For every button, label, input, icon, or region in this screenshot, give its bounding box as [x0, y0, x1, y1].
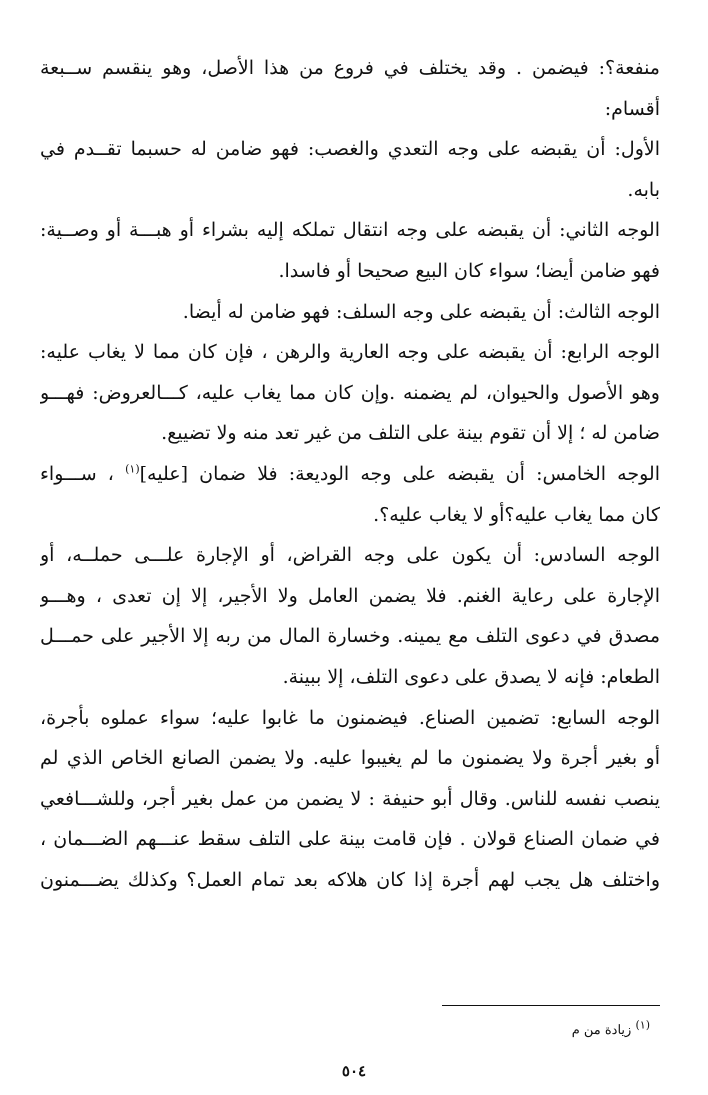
footnote-divider — [442, 1005, 660, 1006]
text-line: منفعة؟: فيضمن . وقد يختلف في فروع من هذا الأصل، وهو ينقسم ســبعة — [40, 57, 660, 79]
text-line: مصدق في دعوى التلف مع يمينه. وخسارة المال من ربه إلا الأجير على حمـــل — [40, 625, 660, 648]
text-line: بابه. — [627, 178, 660, 201]
text-line: أقسام: — [604, 97, 660, 120]
text-line: الوجه الثالث: أن يقبضه على وجه السلف: فهو ضامن له أيضا. — [182, 300, 660, 323]
text-line: كان مما يغاب عليه؟أو لا يغاب عليه؟. — [373, 503, 660, 526]
text-line: ضامن له ؛ إلا أن تقوم بينة على التلف من غير تعد منه ولا تضييع. — [161, 422, 660, 445]
text-line: الوجه السابع: تضمين الصناع. فيضمنون ما غابوا عليه؛ سواء عملوه بأجرة، — [40, 706, 660, 729]
text-line: واختلف هل يجب لهم أجرة إذا كان هلاكه بعد تمام العمل؟ وكذلك يضـــمنون — [40, 868, 660, 891]
footnote-marker: (١) — [635, 1018, 650, 1032]
body-text — [40, 48, 660, 900]
text-line: الإجارة على رعاية الغنم. فلا يضمن العامل ولا الأجير، إلا إن تعدى ، وهـــو — [40, 584, 660, 607]
footnote-text: زيادة من م — [571, 1023, 632, 1038]
footnote — [571, 1018, 650, 1040]
text-line: الوجه الرابع: أن يقبضه على وجه العارية والرهن ، فإن كان مما لا يغاب عليه: — [40, 341, 660, 364]
text-line: ينصب نفسه للناس. وقال أبو حنيفة : لا يضمن من عمل بغير أجر، وللشـــافعي — [40, 787, 660, 810]
text-line-main: الوجه الخامس: أن يقبضه على وجه الوديعة: فلا ضمان [عليه] — [139, 462, 660, 485]
text-line: في ضمان الصناع قولان . فإن قامت بينة على التلف سقط عنـــهم الضـــمان ، — [40, 828, 660, 851]
text-line: الأول: أن يقبضه على وجه التعدي والغصب: فهو ضامن له حسبما تقــدم في — [40, 138, 660, 161]
text-line: أو بغير أجرة ولا يضمنون ما لم يغيبوا عليه. ولا يضمن الصانع الخاص الذي لم — [40, 747, 660, 770]
text-line-with-footnote — [40, 454, 660, 495]
text-line: فهو ضامن أيضا؛ سواء كان البيع صحيحا أو فاسدا. — [278, 259, 660, 282]
text-line: وهو الأصول والحيوان، لم يضمنه .وإن كان مما يغاب عليه، كـــالعروض: فهـــو — [40, 381, 660, 404]
text-line: الوجه الثاني: أن يقبضه على وجه انتقال تملكه إليه بشراء أو هبـــة أو وصــية: — [40, 219, 660, 242]
text-line: الطعام: فإنه لا يصدق على دعوى التلف، إلا ببينة. — [282, 665, 660, 688]
page-number: ٥٠٤ — [341, 1062, 367, 1080]
footnote-reference: (١) — [125, 462, 140, 476]
text-line: الوجه السادس: أن يكون على وجه القراض، أو الإجارة علـــى حملــه، أو — [40, 544, 660, 567]
text-line-suffix: ، ســـواء — [40, 462, 114, 485]
